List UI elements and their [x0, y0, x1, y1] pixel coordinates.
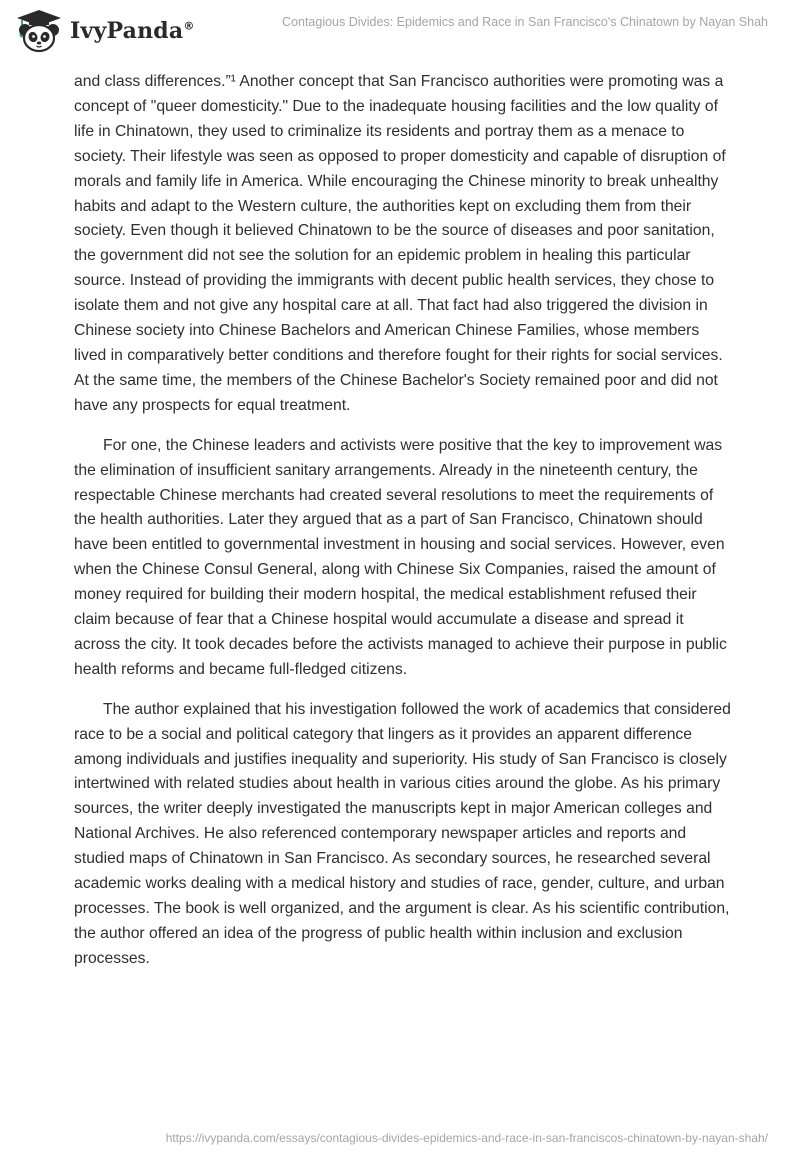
ivypanda-logo[interactable]: [14, 8, 195, 54]
page-header: [0, 0, 800, 64]
logo-text: IvyPanda: [70, 18, 184, 44]
paragraph-author-sources: The author explained that his investigation followed the work of academics that considered race to be a social and political category that lingers as it provides an apparent difference among individuals and justifies inequality and superiority. His study of San Francisco is closely intertwined with related studies about health in various cities around the globe. As his primary sources, the writer deeply investigated the manuscripts kept in major American colleges and National Archives. He also referenced contemporary newspaper articles and reports and studied maps of Chinatown in San Francisco. As secondary sources, he researched several academic works dealing with a medical history and studies of race, gender, culture, and urban processes. The book is well organized, and the argument is clear. As his scientific contribution, the author offered an idea of the progress of public health within inclusion and exclusion processes.: [74, 700, 731, 967]
paragraph-activists: For one, the Chinese leaders and activists were positive that the key to improvement was the elimination of insufficient sanitary arrangements. Already in the nineteenth century, the respectable Chinese merchants had created several resolutions to meet the requirements of the health authorities. Later they argued that as a part of San Francisco, Chinatown should have been entitled to governmental investment in housing and social services. However, even when the Chinese Consul General, along with Chinese Six Companies, raised the amount of money required for building their modern hospital, the medical establishment refused their claim because of fear that a Chinese hospital would accumulate a disease and spread it across the city. It took decades before the activists managed to achieve their purpose in public health reforms and became full-fledged citizens.: [74, 436, 727, 678]
panda-graduate-icon: [14, 8, 64, 54]
registered-mark: ®: [183, 19, 195, 33]
source-url[interactable]: https://ivypanda.com/essays/contagious-divides-epidemics-and-race-in-san-franciscos-chinatown-by-nayan-shah/: [165, 1131, 768, 1145]
document-title: Contagious Divides: Epidemics and Race in San Francisco's Chinatown by Nayan Shah: [282, 15, 768, 29]
essay-content: [74, 70, 734, 987]
logo-wordmark: [70, 18, 195, 44]
paragraph-continued: and class differences.”¹ Another concept that San Francisco authorities were promoting was a concept of "queer domesticity." Due to the inadequate housing facilities and the low quality of life in Chinatown, they used to criminalize its residents and portray them as a menace to society. Their lifestyle was seen as opposed to proper domesticity and capable of disruption of morals and family life in America. While encouraging the Chinese minority to break unhealthy habits and adapt to the Western culture, the authorities kept on excluding them from their society. Even though it believed Chinatown to be the source of diseases and poor sanitation, the government did not see the solution for an epidemic problem in healing this particular source. Instead of providing the immigrants with decent public health services, they chose to isolate them and not give any hospital care at all. That fact had also triggered the division in Chinese society into Chinese Bachelors and American Chinese Families, whose members lived in comparatively better conditions and therefore fought for their rights for social services. At the same time, the members of the Chinese Bachelor's Society remained poor and did not have any prospects for equal treatment.: [74, 73, 726, 414]
